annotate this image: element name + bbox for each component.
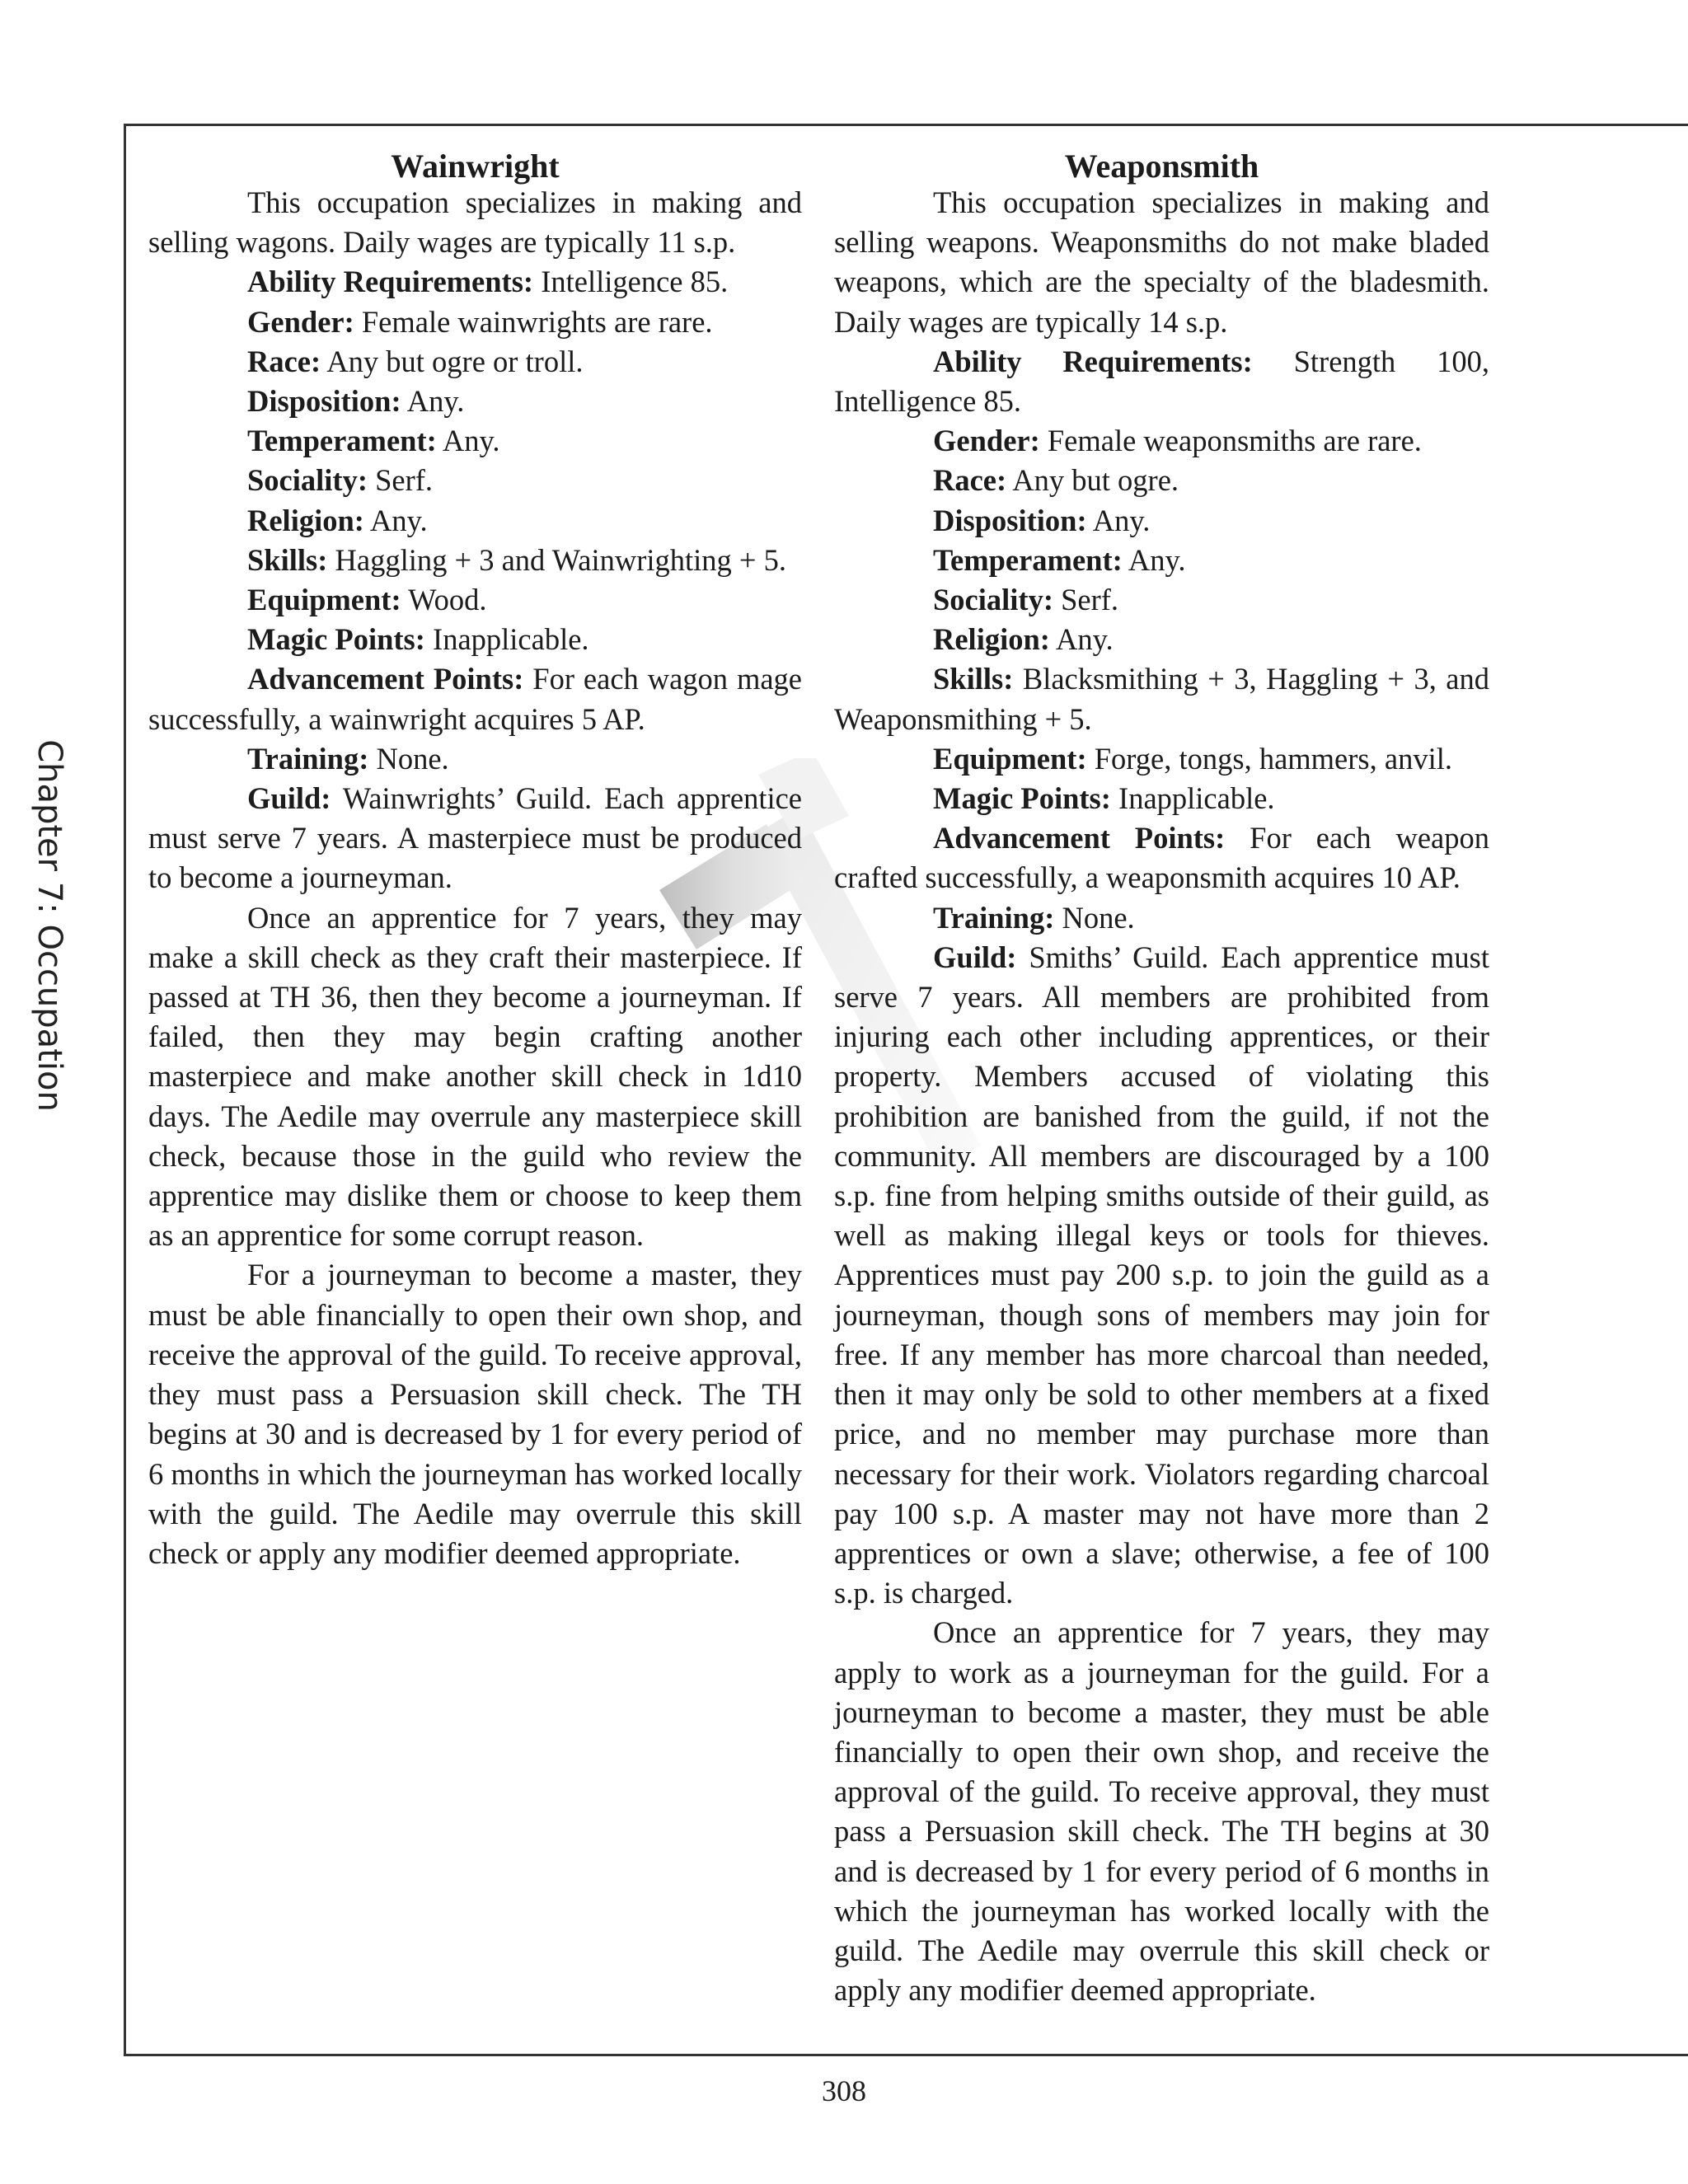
weaponsmith-field	[834, 421, 1489, 461]
weaponsmith-field	[834, 580, 1489, 620]
weaponsmith-field-label: Training:	[933, 900, 1055, 935]
wainwright-field	[148, 501, 802, 541]
weaponsmith-paragraph: Once an apprentice for 7 years, they may apply to work as a journeyman for the guild. For a journeyman to become a master, they must be able financially to open their own shop, and receive the approval of the guild. To receive approval, they must pass a Persuasion skill check. The TH begins at 30 and is decreased by 1 for every period of 6 months in which the journeyman has worked locally with the guild. The Aedile may overrule this skill check or apply any modifier deemed appropriate.	[834, 1615, 1489, 2008]
wainwright-field-label: Gender:	[247, 304, 354, 339]
wainwright-paragraph: For a journeyman to become a master, they must be able financially to open their own shop, and receive the approval of the guild. To receive approval, they must pass a Persuasion skill check. The TH begins at 30 and is decreased by 1 for every period of 6 months in which the journeyman has worked locally with the guild. The Aedile may overrule this skill check or apply any modifier deemed appropriate.	[148, 1258, 802, 1570]
wainwright-field-value: Haggling + 3 and Wainwrighting + 5.	[327, 542, 786, 577]
wainwright-field	[148, 620, 802, 659]
wainwright-field-value: Any.	[363, 503, 428, 537]
weaponsmith-field-value: Any.	[1122, 542, 1186, 577]
weaponsmith-field-value: Blacksmithing + 3, Haggling + 3, and Weaponsmithing + 5.	[834, 662, 1489, 736]
wainwright-field-label: Temperament:	[247, 424, 437, 458]
wainwright-field-value: Female wainwrights are rare.	[354, 304, 713, 339]
wainwright-field	[148, 580, 802, 620]
weaponsmith-field-value: Forge, tongs, hammers, anvil.	[1086, 741, 1452, 776]
weaponsmith-field-label: Religion:	[933, 622, 1050, 657]
weaponsmith-field-label: Guild:	[933, 940, 1017, 974]
wainwright-field-value: None.	[368, 741, 449, 776]
wainwright-field-label: Advancement Points:	[247, 662, 524, 696]
page-number: 308	[822, 2074, 866, 2107]
wainwright-field	[148, 421, 802, 461]
weaponsmith-intro: This occupation specializes in making and selling weapons. Weaponsmiths do not make bladed weapons, which are the specialty of the bladesmith. Daily wages are typically 14 s.p.	[834, 185, 1489, 339]
wainwright-field-value: Inapplicable.	[424, 622, 589, 657]
wainwright-field-value: Wood.	[401, 583, 487, 617]
wainwright-field	[148, 739, 802, 779]
wainwright-field-value: Intelligence 85.	[533, 265, 729, 299]
weaponsmith-field	[834, 779, 1489, 818]
weaponsmith-field	[834, 659, 1489, 738]
wainwright-paragraphs	[148, 898, 802, 1573]
weaponsmith-field	[834, 818, 1489, 898]
wainwright-column	[148, 147, 802, 1573]
wainwright-field-label: Guild:	[247, 781, 331, 816]
wainwright-field-value: For each wagon mage successfully, a wainwright acquires 5 AP.	[148, 662, 802, 736]
wainwright-field-value: Wainwrights’ Guild. Each apprentice must serve 7 years. A masterpiece must be produced to become a journeyman.	[148, 781, 802, 895]
weaponsmith-paragraphs	[834, 1613, 1489, 2010]
weaponsmith-field-value: For each weapon crafted successfully, a weaponsmith acquires 10 AP.	[834, 821, 1489, 895]
weaponsmith-field-label: Race:	[933, 463, 1007, 498]
wainwright-fields	[148, 262, 802, 898]
weaponsmith-field	[834, 461, 1489, 500]
weaponsmith-field-label: Sociality:	[933, 583, 1053, 617]
weaponsmith-field	[834, 501, 1489, 541]
wainwright-field-value: Any.	[436, 424, 500, 458]
wainwright-field-label: Skills:	[247, 542, 328, 577]
weaponsmith-field-value: Any.	[1086, 503, 1151, 537]
weaponsmith-field-label: Temperament:	[933, 542, 1123, 577]
wainwright-field-label: Magic Points:	[247, 622, 425, 657]
wainwright-field	[148, 302, 802, 342]
weaponsmith-field-value: Serf.	[1053, 583, 1119, 617]
wainwright-title: Wainwright	[391, 148, 560, 185]
chapter-side-label: Chapter 7: Occupation	[30, 739, 68, 1112]
weaponsmith-title: Weaponsmith	[1064, 148, 1259, 185]
wainwright-paragraph: Once an apprentice for 7 years, they may make a skill check as they craft their masterpiece. If passed at TH 36, then they become a journeyman. If failed, then they may begin crafting another masterpiece and make another skill check in 1d10 days. The Aedile may overrule any masterpiece skill check, because those in the guild who review the apprentice may dislike them or choose to keep them as an apprentice for some corrupt reason.	[148, 900, 802, 1253]
weaponsmith-field	[834, 739, 1489, 779]
weaponsmith-field-value: Female weaponsmiths are rare.	[1039, 424, 1422, 458]
weaponsmith-field-label: Skills:	[933, 662, 1014, 696]
weaponsmith-field-value: Strength 100, Intelligence 85.	[834, 344, 1489, 419]
weaponsmith-field	[834, 342, 1489, 421]
wainwright-field	[148, 262, 802, 302]
weaponsmith-field-label: Ability Requirements:	[933, 344, 1253, 378]
weaponsmith-field-value: Any but ogre.	[1006, 463, 1179, 498]
wainwright-field-label: Ability Requirements:	[247, 265, 534, 299]
weaponsmith-field-label: Gender:	[933, 424, 1040, 458]
wainwright-field-value: Any but ogre or troll.	[321, 344, 584, 378]
wainwright-field	[148, 342, 802, 382]
wainwright-field	[148, 659, 802, 738]
weaponsmith-field-value: Inapplicable.	[1110, 781, 1275, 816]
wainwright-field-label: Religion:	[247, 503, 364, 537]
weaponsmith-field	[834, 938, 1489, 1613]
wainwright-field	[148, 541, 802, 580]
wainwright-field-label: Race:	[247, 344, 321, 378]
weaponsmith-field-label: Equipment:	[933, 741, 1087, 776]
weaponsmith-field	[834, 620, 1489, 659]
weaponsmith-field-label: Magic Points:	[933, 781, 1111, 816]
weaponsmith-field-value: None.	[1054, 900, 1135, 935]
weaponsmith-field-label: Advancement Points:	[933, 821, 1226, 855]
wainwright-field-label: Sociality:	[247, 463, 368, 498]
weaponsmith-fields	[834, 342, 1489, 1614]
wainwright-field-label: Training:	[247, 741, 369, 776]
wainwright-field-label: Disposition:	[247, 384, 401, 419]
weaponsmith-column	[834, 147, 1489, 2010]
wainwright-field-label: Equipment:	[247, 583, 401, 617]
weaponsmith-field-value: Any.	[1049, 622, 1114, 657]
wainwright-field	[148, 382, 802, 421]
wainwright-field-value: Serf.	[367, 463, 434, 498]
wainwright-field-value: Any.	[401, 384, 465, 419]
wainwright-intro: This occupation specializes in making and selling wagons. Daily wages are typically 11 s.p.	[148, 185, 802, 260]
weaponsmith-field-label: Disposition:	[933, 503, 1087, 537]
weaponsmith-field	[834, 898, 1489, 938]
wainwright-field	[148, 779, 802, 898]
weaponsmith-field	[834, 541, 1489, 580]
weaponsmith-field-value: Smiths’ Guild. Each apprentice must serve 7 years. All members are prohibited from injuring each other including apprentices, or their property. Members accused of violating this prohibition are banished from the guild, if not the community. All members are discouraged by a 100 s.p. fine from helping smiths outside of their guild, as well as making illegal keys or tools for thieves. Apprentices must pay 200 s.p. to join the guild as a journeyman, though sons of members may join for free. If any member has more charcoal than needed, then it may only be sold to other members at a fixed price, and no member may purchase more than necessary for their work. Violators regarding charcoal pay 100 s.p. A master may not have more than 2 apprentices or own a slave; otherwise, a fee of 100 s.p. is charged.	[834, 940, 1489, 1610]
wainwright-field	[148, 461, 802, 500]
